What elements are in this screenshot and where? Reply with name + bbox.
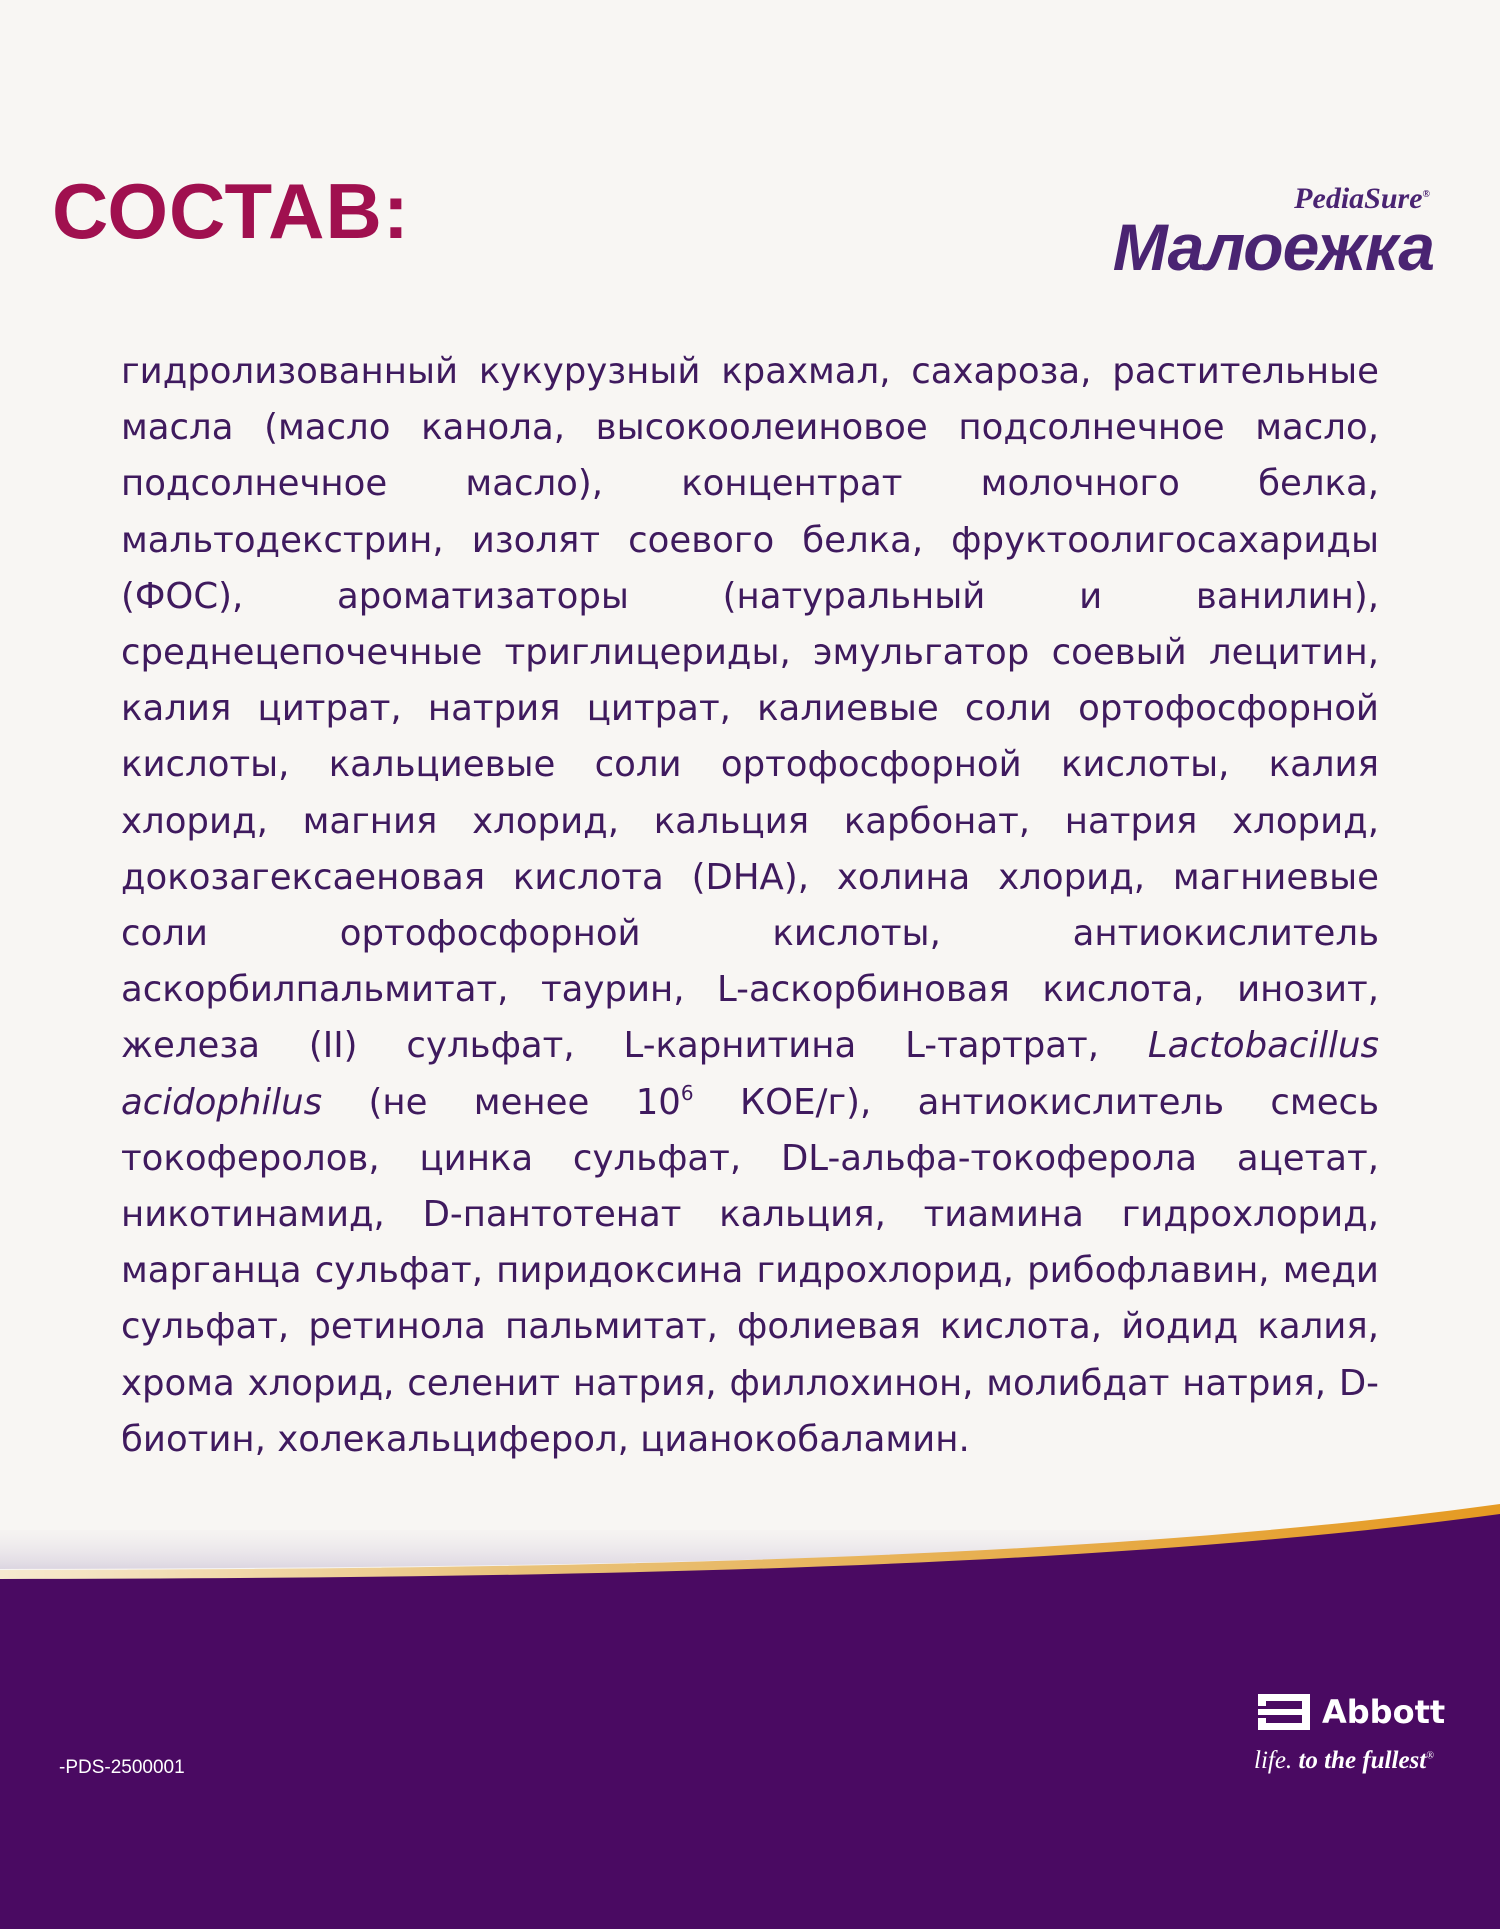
ingredients-part-2: (не менее 10 <box>322 1081 681 1123</box>
abbott-tagline: life. to the fullest® <box>1254 1747 1434 1774</box>
brand-logo <box>1112 182 1434 284</box>
ingredients-text <box>121 344 1379 1468</box>
abbott-symbol-icon <box>1254 1690 1314 1734</box>
ingredients-part-3: КОЕ/г), антиокислитель смесь токоферолов, цинка сульфат, DL-альфа-токоферола ацетат, никотинамид, D-пантотенат кальция, тиамина гидрохлорид, марганца сульфат, пиридоксина гидрохлорид, рибофлавин, меди сульфат, ретинола пальмитат, фолиевая кислота, йодид калия, хрома хлорид, селенит натрия, филлохинон, молибдат натрия, D-биотин, холекальциферол, цианокобаламин. <box>121 1081 1379 1460</box>
brand-product-name: Малоежка <box>1112 210 1434 284</box>
abbott-logo <box>1254 1690 1445 1773</box>
ingredients-part-1: гидролизованный кукурузный крахмал, сахароза, растительные масла (масло канола, высокоолеиновое подсолнечное масло, подсолнечное масло), концентрат молочного белка, мальтодекстрин, изолят соевого белка, фруктоолигосахариды (ФОС), ароматизаторы (натуральный и ванилин), среднецепочечные триглицериды, эмульгатор соевый лецитин, калия цитрат, натрия цитрат, калиевые соли ортофосфорной кислоты, кальциевые соли ортофосфорной кислоты, калия хлорид, магния хлорид, кальция карбонат, натрия хлорид, докозагексаеновая кислота (DHA), холина хлорид, магниевые соли ортофосфорной кислоты, антиокислитель аскорбилпальмитат, таурин, L-аскорбиновая кислота, инозит, железа (II) сульфат, L-карнитина L-тартрат, <box>121 351 1379 1067</box>
ingredients-superscript: 6 <box>680 1080 694 1105</box>
document-code: -PDS-2500001 <box>59 1757 185 1778</box>
abbott-company-name: Abbott <box>1322 1693 1446 1731</box>
ingredients-italic-species: Lactobacillus acidophilus <box>121 1025 1379 1123</box>
page-title: СОСТАВ: <box>52 167 410 255</box>
brand-subbrand: PediaSure® <box>1294 182 1430 215</box>
